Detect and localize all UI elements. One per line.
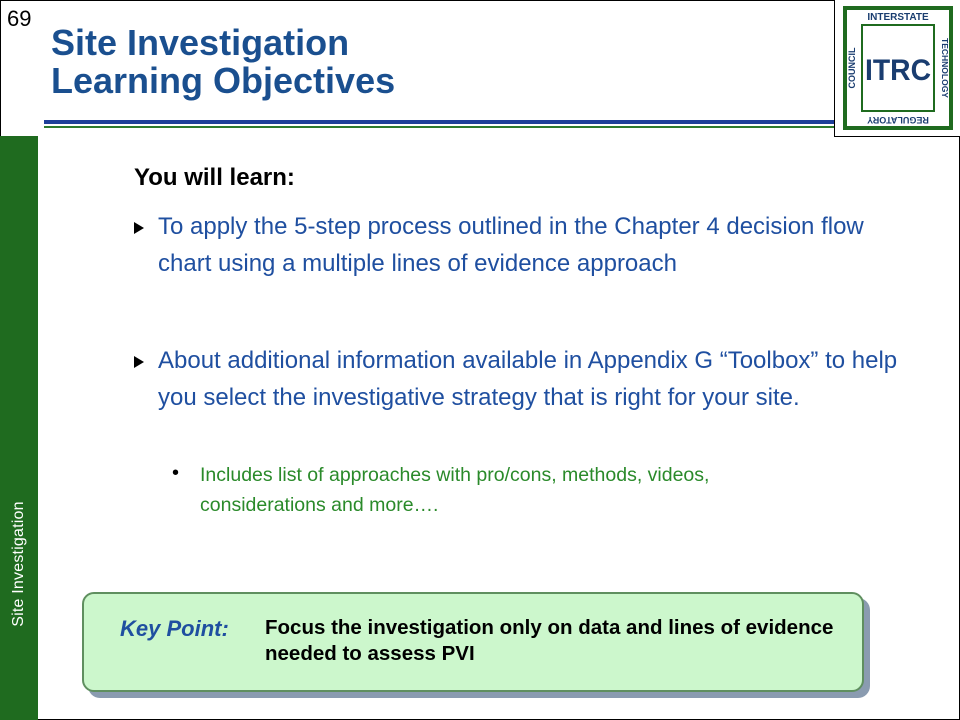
- logo-bottom-text: REGULATORY: [867, 115, 929, 125]
- title-divider-blue: [44, 120, 834, 124]
- itrc-logo-icon: [843, 6, 953, 130]
- itrc-logo: [834, 0, 960, 137]
- logo-top-text: INTERSTATE: [867, 12, 929, 23]
- sub-bullet-item: Includes list of approaches with pro/cons, methods, videos, considerations and more….: [200, 464, 710, 516]
- title-divider-green: [44, 126, 834, 128]
- key-point-text: Focus the investigation only on data and lines of evidence needed to assess PVI: [265, 616, 834, 665]
- logo-left-text: COUNCIL: [847, 47, 857, 89]
- slide-number: 69: [7, 6, 32, 31]
- logo-mark: ITRC: [865, 54, 931, 87]
- dot-bullet-icon: •: [172, 462, 180, 484]
- bullet-item: About additional information available in Appendix G “Toolbox” to help you select the investigative strategy that is right for your site.: [158, 347, 898, 411]
- logo-right-text: TECHNOLOGY: [940, 38, 950, 98]
- key-point-label: Key Point:: [120, 616, 229, 641]
- key-point-box: [82, 592, 864, 692]
- triangle-bullet-icon: [134, 222, 144, 234]
- title-line-1: Site Investigation: [51, 22, 350, 63]
- triangle-bullet-icon: [134, 356, 144, 368]
- page-title: [51, 24, 395, 100]
- sidebar-label: Site Investigation: [10, 501, 27, 627]
- bullet-item: To apply the 5-step process outlined in the Chapter 4 decision flow chart using a multiple lines of evidence approach: [158, 213, 864, 277]
- title-line-2: Learning Objectives: [51, 60, 396, 101]
- intro-text: You will learn:: [134, 164, 295, 191]
- section-sidebar: [0, 136, 38, 720]
